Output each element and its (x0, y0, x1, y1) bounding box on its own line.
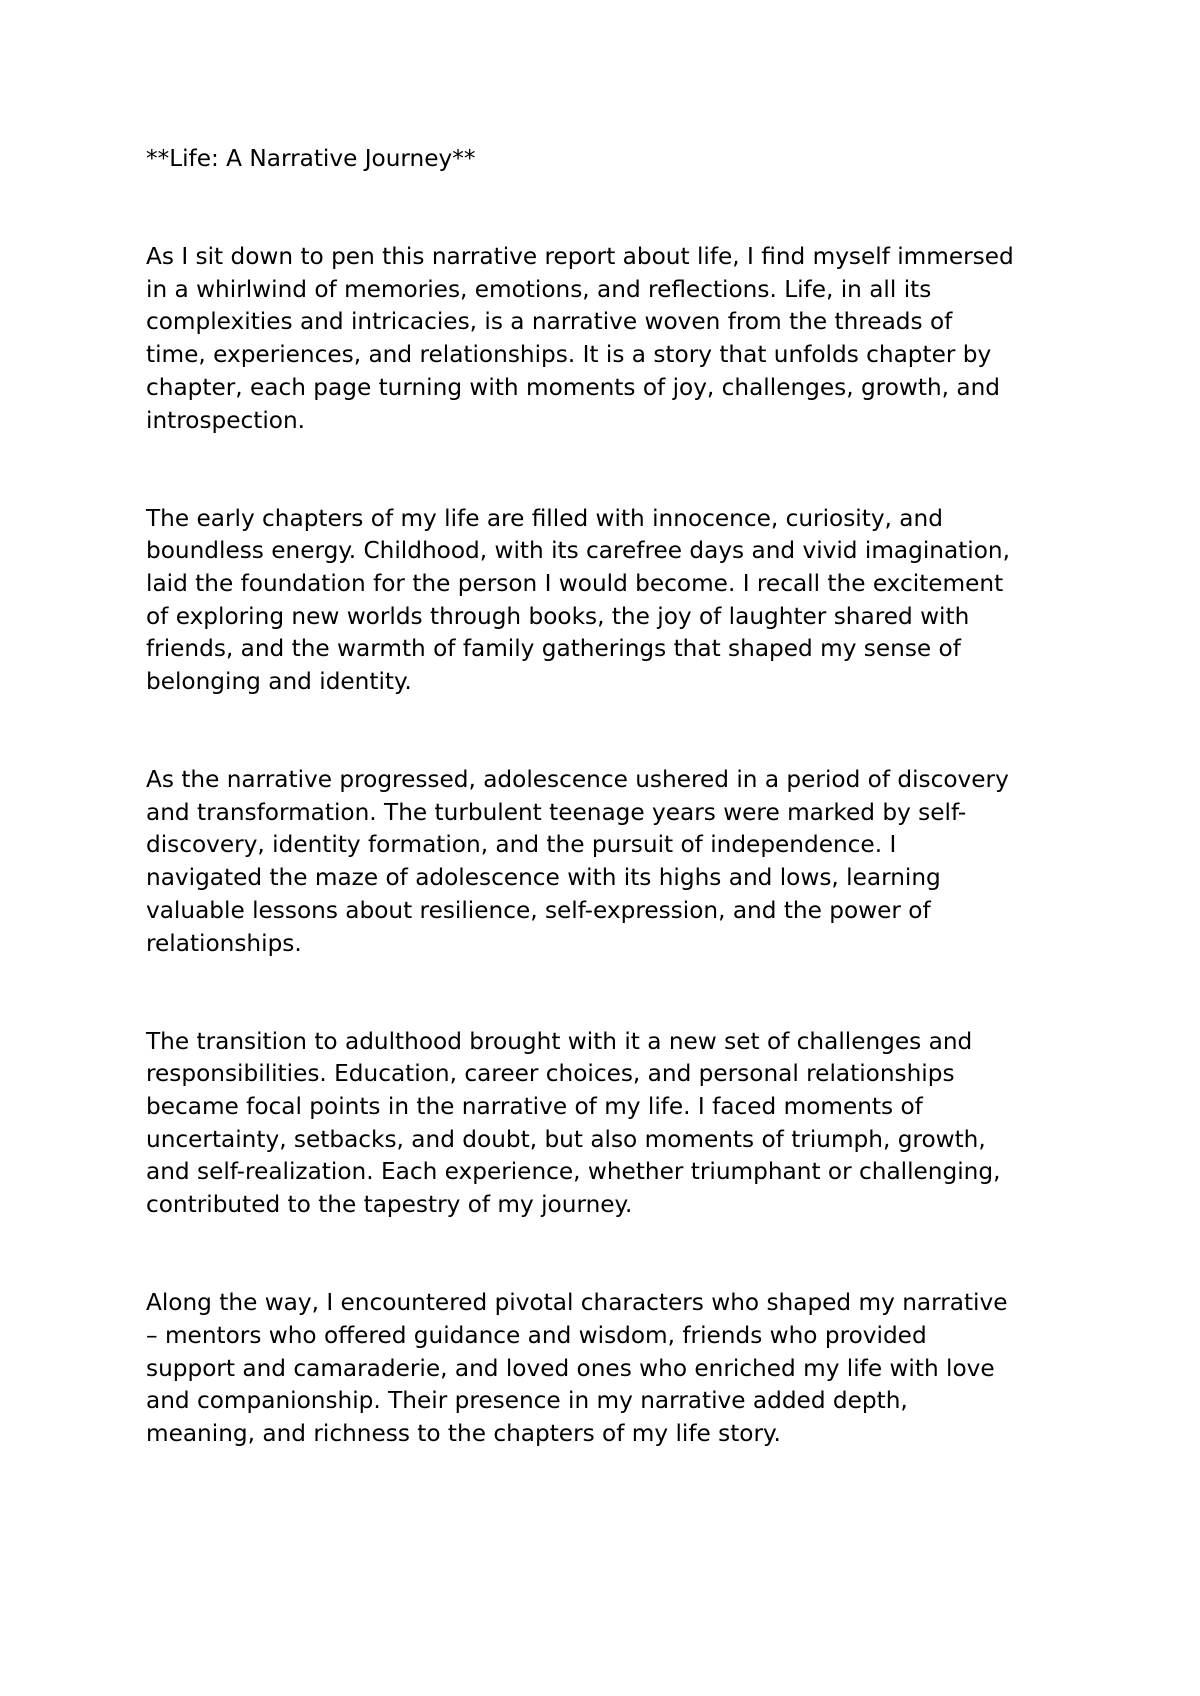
paragraph-line: Along the way, I encountered pivotal characters who shaped my narrative (146, 1289, 1008, 1317)
paragraph-line: meaning, and richness to the chapters of my life story. (146, 1419, 781, 1447)
paragraph-line: responsibilities. Education, career choices, and personal relationships (146, 1060, 955, 1088)
paragraph-line: time, experiences, and relationships. It is a story that unfolds chapter by (146, 341, 992, 369)
paragraph-line: valuable lessons about resilience, self-expression, and the power of (146, 896, 931, 924)
paragraph-line: of exploring new worlds through books, the joy of laughter shared with (146, 602, 970, 630)
paragraph-line: boundless energy. Childhood, with its carefree days and vivid imagination, (146, 537, 1010, 565)
paragraph-5 (146, 1287, 1066, 1450)
paragraph-line: uncertainty, setbacks, and doubt, but also moments of triumph, growth, (146, 1125, 986, 1153)
paragraph-line: and companionship. Their presence in my narrative added depth, (146, 1387, 908, 1415)
paragraph-line: friends, and the warmth of family gatherings that shaped my sense of (146, 635, 961, 663)
paragraph-line: became focal points in the narrative of my life. I faced moments of (146, 1093, 923, 1120)
paragraph-line: laid the foundation for the person I would become. I recall the excitement (146, 569, 1004, 597)
paragraph-line: introspection. (146, 406, 306, 434)
paragraph-line: navigated the maze of adolescence with its highs and lows, learning (146, 864, 941, 892)
paragraph-line: The early chapters of my life are filled with innocence, curiosity, and (146, 504, 943, 532)
paragraph-line: chapter, each page turning with moments of joy, challenges, growth, and (146, 373, 1001, 401)
paragraph-line: in a whirlwind of memories, emotions, and reflections. Life, in all its (146, 275, 932, 303)
paragraph-line: As I sit down to pen this narrative report about life, I find myself immersed (146, 243, 1014, 271)
paragraph-line: and transformation. The turbulent teenage years were marked by self- (146, 798, 967, 826)
paragraph-3 (146, 764, 1066, 960)
paragraph-line: contributed to the tapestry of my journey. (146, 1191, 633, 1219)
document-title: **Life: A Narrative Journey** (146, 145, 476, 172)
paragraph-line: The transition to adulthood brought with it a new set of challenges and (146, 1027, 973, 1055)
paragraph-line: belonging and identity. (146, 668, 412, 696)
paragraph-line: support and camaraderie, and loved ones who enriched my life with love (146, 1354, 995, 1382)
paragraph-1 (146, 241, 1066, 437)
paragraph-2 (146, 503, 1066, 699)
paragraph-4 (146, 1026, 1066, 1222)
document-body (146, 143, 1066, 1516)
paragraph-line: and self-realization. Each experience, whether triumphant or challenging, (146, 1158, 1001, 1186)
paragraph-line: discovery, identity formation, and the pursuit of independence. I (146, 831, 897, 859)
paragraph-line: relationships. (146, 929, 302, 957)
paragraph-line: As the narrative progressed, adolescence ushered in a period of discovery (146, 766, 1009, 794)
paragraph-line: complexities and intricacies, is a narrative woven from the threads of (146, 308, 953, 336)
paragraph-line: – mentors who offered guidance and wisdom, friends who provided (146, 1321, 927, 1349)
